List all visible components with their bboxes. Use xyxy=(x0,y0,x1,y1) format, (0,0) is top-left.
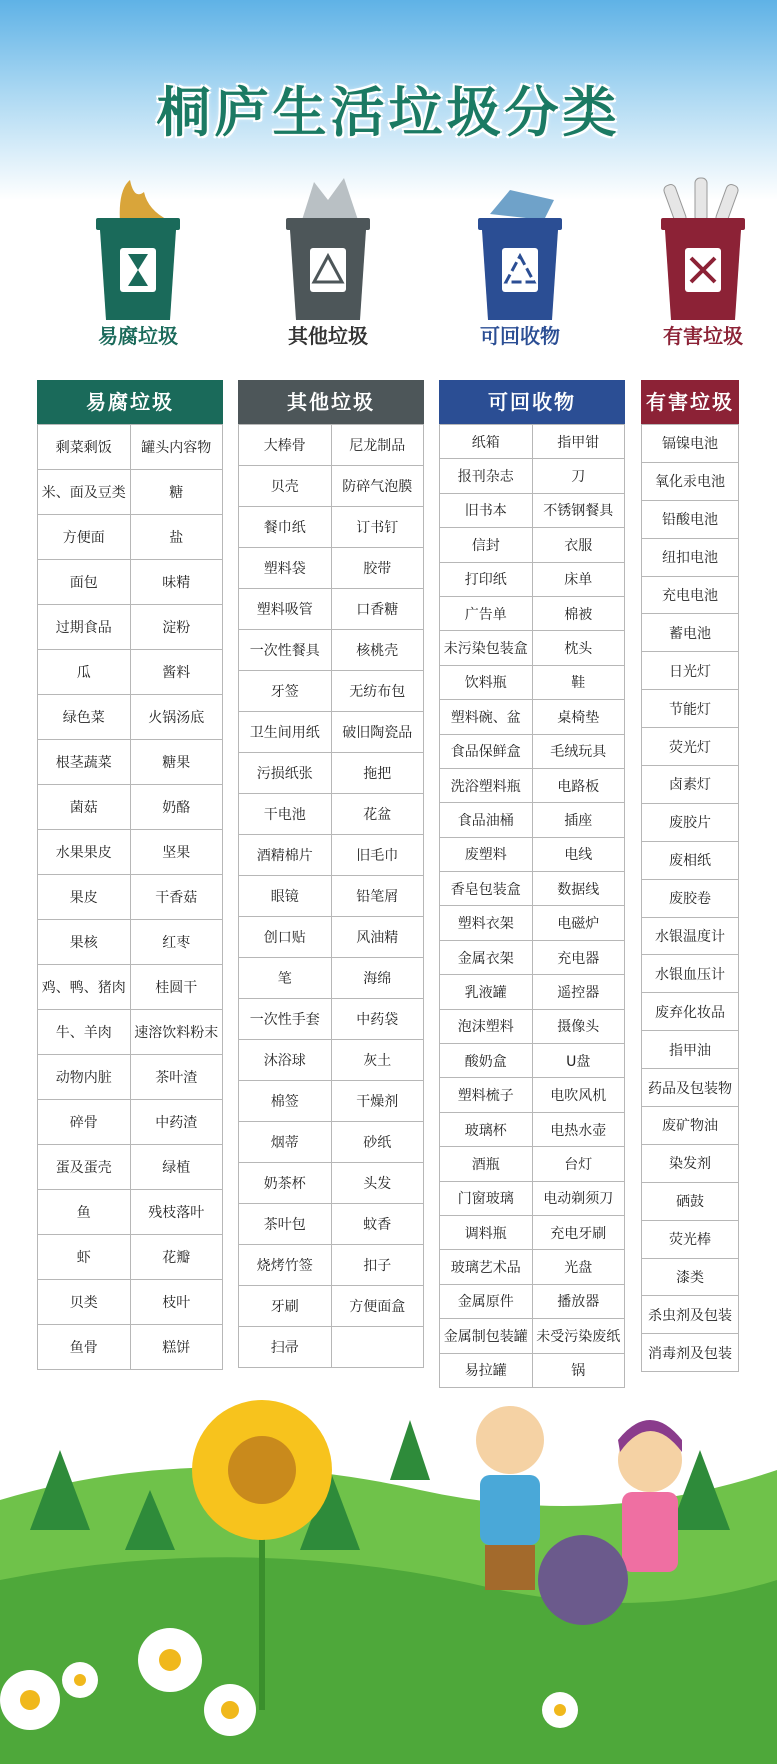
table-cell: 纸箱 xyxy=(440,425,533,459)
table-cell: 花盆 xyxy=(331,794,424,835)
table-cell: 果核 xyxy=(38,920,131,965)
table-row xyxy=(239,876,424,917)
table-cell: 废相纸 xyxy=(642,841,739,879)
table-row xyxy=(440,940,625,974)
page-title: 桐庐生活垃圾分类 xyxy=(156,81,621,144)
table-cell: 荧光棒 xyxy=(642,1220,739,1258)
table-row xyxy=(38,1055,223,1100)
table-cell: 塑料袋 xyxy=(239,548,332,589)
table-row xyxy=(440,872,625,906)
table-row xyxy=(642,1220,739,1258)
recycle-triangle-icon xyxy=(258,170,398,320)
table-cell: 易拉罐 xyxy=(440,1353,533,1387)
hazardous-bin-label: 有害垃圾 xyxy=(663,324,743,348)
table-row xyxy=(642,500,739,538)
table-row xyxy=(440,700,625,734)
table-row xyxy=(239,1040,424,1081)
recycle-arrows-icon xyxy=(450,170,590,320)
table-row xyxy=(440,1284,625,1318)
table-cell: 枝叶 xyxy=(130,1280,223,1325)
table-cell: 水银血压计 xyxy=(642,955,739,993)
table-row xyxy=(440,1078,625,1112)
table-cell: 棉被 xyxy=(532,596,625,630)
table-row xyxy=(38,965,223,1010)
table-row xyxy=(239,712,424,753)
table-cell: 塑料吸管 xyxy=(239,589,332,630)
table-cell: 充电器 xyxy=(532,940,625,974)
table-cell: 糖 xyxy=(130,470,223,515)
table-cell: 坚果 xyxy=(130,830,223,875)
recyclable-bin-label: 可回收物 xyxy=(480,324,560,348)
table-cell: 蚊香 xyxy=(331,1204,424,1245)
table-cell: 不锈钢餐具 xyxy=(532,493,625,527)
table-cell: 扣子 xyxy=(331,1245,424,1286)
table-cell: 刀 xyxy=(532,459,625,493)
table-row xyxy=(239,671,424,712)
table-cell: 笔 xyxy=(239,958,332,999)
table-cell: 创口贴 xyxy=(239,917,332,958)
table-row xyxy=(440,975,625,1009)
table-row xyxy=(440,425,625,459)
table-cell: 果皮 xyxy=(38,875,131,920)
table-row xyxy=(440,1112,625,1146)
table-row xyxy=(642,1031,739,1069)
table-cell: 破旧陶瓷品 xyxy=(331,712,424,753)
table-cell: 盐 xyxy=(130,515,223,560)
table-cell: 花瓣 xyxy=(130,1235,223,1280)
table-row xyxy=(642,803,739,841)
table-row xyxy=(642,652,739,690)
hazardous-bin xyxy=(633,170,773,360)
table-cell: 日光灯 xyxy=(642,652,739,690)
table-row xyxy=(38,875,223,920)
table-cell: 旧书本 xyxy=(440,493,533,527)
table-row xyxy=(440,1319,625,1353)
table-cell: 扫帚 xyxy=(239,1327,332,1368)
table-row xyxy=(440,1009,625,1043)
table-cell: 门窗玻璃 xyxy=(440,1181,533,1215)
table-cell: 播放器 xyxy=(532,1284,625,1318)
table-cell: 奶茶杯 xyxy=(239,1163,332,1204)
table-cell: 未污染包装盒 xyxy=(440,631,533,665)
table-row xyxy=(642,1107,739,1145)
perishable-bin-label: 易腐垃圾 xyxy=(98,324,178,348)
table-cell: 风油精 xyxy=(331,917,424,958)
table-cell: 氧化汞电池 xyxy=(642,462,739,500)
table-row xyxy=(642,993,739,1031)
table-cell: 电吹风机 xyxy=(532,1078,625,1112)
table-cell: 餐巾纸 xyxy=(239,507,332,548)
table-cell: 酱料 xyxy=(130,650,223,695)
table-cell: 香皂包装盒 xyxy=(440,872,533,906)
table-row xyxy=(440,631,625,665)
table-cell: 酸奶盒 xyxy=(440,1044,533,1078)
table-row xyxy=(642,462,739,500)
table-cell: 消毒剂及包装 xyxy=(642,1334,739,1372)
table-row xyxy=(642,766,739,804)
other-header: 其他垃圾 xyxy=(238,380,424,424)
table-cell: 蛋及蛋壳 xyxy=(38,1145,131,1190)
table-cell: 速溶饮料粉末 xyxy=(130,1010,223,1055)
table-row xyxy=(440,1250,625,1284)
table-row xyxy=(239,835,424,876)
other-bin xyxy=(258,170,398,360)
table-row xyxy=(440,665,625,699)
table-row xyxy=(440,459,625,493)
table-cell: 乳液罐 xyxy=(440,975,533,1009)
table-row xyxy=(642,1258,739,1296)
table-cell: 干燥剂 xyxy=(331,1081,424,1122)
table-row xyxy=(642,1296,739,1334)
table-row xyxy=(642,1182,739,1220)
table-cell: 床单 xyxy=(532,562,625,596)
table-row xyxy=(440,1215,625,1249)
table-cell: 废胶卷 xyxy=(642,879,739,917)
table-cell: 金属原件 xyxy=(440,1284,533,1318)
table-cell: 糕饼 xyxy=(130,1325,223,1370)
table-cell: 节能灯 xyxy=(642,690,739,728)
table-cell: 米、面及豆类 xyxy=(38,470,131,515)
table-cell: 动物内脏 xyxy=(38,1055,131,1100)
perishable-table xyxy=(37,380,223,1370)
table-row xyxy=(38,605,223,650)
table-cell: 胶带 xyxy=(331,548,424,589)
table-cell: 中药袋 xyxy=(331,999,424,1040)
table-cell: 台灯 xyxy=(532,1147,625,1181)
table-cell: 药品及包装物 xyxy=(642,1069,739,1107)
table-cell: 砂纸 xyxy=(331,1122,424,1163)
table-row xyxy=(642,425,739,463)
table-cell: 硒鼓 xyxy=(642,1182,739,1220)
table-cell: 漆类 xyxy=(642,1258,739,1296)
table-cell: 红枣 xyxy=(130,920,223,965)
table-cell: 饮料瓶 xyxy=(440,665,533,699)
table-cell: 铅笔屑 xyxy=(331,876,424,917)
table-cell: 订书钉 xyxy=(331,507,424,548)
table-cell: 棉签 xyxy=(239,1081,332,1122)
table-row xyxy=(239,425,424,466)
table-cell: 牙签 xyxy=(239,671,332,712)
table-cell: 金属制包装罐 xyxy=(440,1319,533,1353)
table-cell: 废塑料 xyxy=(440,837,533,871)
table-cell: 灰土 xyxy=(331,1040,424,1081)
table-row xyxy=(440,803,625,837)
table-row xyxy=(642,917,739,955)
table-cell: 干香菇 xyxy=(130,875,223,920)
table-cell: 核桃壳 xyxy=(331,630,424,671)
table-cell: 食品油桶 xyxy=(440,803,533,837)
table-cell: 防碎气泡膜 xyxy=(331,466,424,507)
table-cell: 眼镜 xyxy=(239,876,332,917)
table-row xyxy=(440,1147,625,1181)
table-row xyxy=(642,1144,739,1182)
table-cell: 调料瓶 xyxy=(440,1215,533,1249)
table-row xyxy=(38,425,223,470)
table-row xyxy=(239,507,424,548)
table-row xyxy=(239,630,424,671)
table-cell: 打印纸 xyxy=(440,562,533,596)
table-cell: 酒精棉片 xyxy=(239,835,332,876)
table-cell: 面包 xyxy=(38,560,131,605)
table-cell: 虾 xyxy=(38,1235,131,1280)
table-cell: 数据线 xyxy=(532,872,625,906)
table-cell: 电热水壶 xyxy=(532,1112,625,1146)
table-cell: 一次性手套 xyxy=(239,999,332,1040)
table-cell: 牛、羊肉 xyxy=(38,1010,131,1055)
table-cell: 一次性餐具 xyxy=(239,630,332,671)
table-row xyxy=(642,690,739,728)
table-cell: 鱼骨 xyxy=(38,1325,131,1370)
table-row xyxy=(642,1069,739,1107)
table-cell: 尼龙制品 xyxy=(331,425,424,466)
table-cell: 塑料衣架 xyxy=(440,906,533,940)
table-cell: 光盘 xyxy=(532,1250,625,1284)
table-row xyxy=(38,1100,223,1145)
table-row xyxy=(239,1163,424,1204)
table-cell: 枕头 xyxy=(532,631,625,665)
perishable-bin xyxy=(68,170,208,360)
table-row xyxy=(642,538,739,576)
table-cell: 食品保鲜盒 xyxy=(440,734,533,768)
table-row xyxy=(239,589,424,630)
table-cell: 淀粉 xyxy=(130,605,223,650)
recyclable-bin xyxy=(450,170,590,360)
table-cell: 味精 xyxy=(130,560,223,605)
table-row xyxy=(440,1181,625,1215)
table-row xyxy=(642,1334,739,1372)
table-row xyxy=(440,906,625,940)
table-cell: 瓜 xyxy=(38,650,131,695)
table-row xyxy=(440,1044,625,1078)
hazardous-header: 有害垃圾 xyxy=(641,380,739,424)
table-cell: 残枝落叶 xyxy=(130,1190,223,1235)
table-cell: 中药渣 xyxy=(130,1100,223,1145)
table-cell: 口香糖 xyxy=(331,589,424,630)
table-cell: 旧毛巾 xyxy=(331,835,424,876)
table-row xyxy=(239,1204,424,1245)
table-row xyxy=(38,1145,223,1190)
table-row xyxy=(239,1122,424,1163)
table-cell: 塑料梳子 xyxy=(440,1078,533,1112)
table-row xyxy=(239,753,424,794)
table-cell: 剩菜剩饭 xyxy=(38,425,131,470)
table-cell: 菌菇 xyxy=(38,785,131,830)
table-row xyxy=(38,1235,223,1280)
table-row xyxy=(38,830,223,875)
table-cell: 火锅汤底 xyxy=(130,695,223,740)
table-cell: 方便面盒 xyxy=(331,1286,424,1327)
table-cell: 毛绒玩具 xyxy=(532,734,625,768)
table-cell: 信封 xyxy=(440,528,533,562)
table-row xyxy=(38,785,223,830)
table-cell: 未受污染废纸 xyxy=(532,1319,625,1353)
table-cell: 摄像头 xyxy=(532,1009,625,1043)
table-row xyxy=(239,917,424,958)
table-cell: 奶酪 xyxy=(130,785,223,830)
table-cell: 杀虫剂及包装 xyxy=(642,1296,739,1334)
table-cell: 电磁炉 xyxy=(532,906,625,940)
recyclable-header: 可回收物 xyxy=(439,380,625,424)
table-cell: 污损纸张 xyxy=(239,753,332,794)
table-cell: 贝类 xyxy=(38,1280,131,1325)
table-cell: 指甲钳 xyxy=(532,425,625,459)
table-row xyxy=(239,548,424,589)
table-cell: 广告单 xyxy=(440,596,533,630)
table-cell: 染发剂 xyxy=(642,1144,739,1182)
table-cell: 塑料碗、盆 xyxy=(440,700,533,734)
table-row xyxy=(239,1081,424,1122)
table-cell: 插座 xyxy=(532,803,625,837)
table-cell: 荧光灯 xyxy=(642,728,739,766)
table-row xyxy=(239,1327,424,1368)
table-row xyxy=(38,1190,223,1235)
perishable-header: 易腐垃圾 xyxy=(37,380,223,424)
table-row xyxy=(440,562,625,596)
table-row xyxy=(38,695,223,740)
table-row xyxy=(440,528,625,562)
table-cell: 头发 xyxy=(331,1163,424,1204)
landscape-illustration xyxy=(0,1380,777,1764)
hazardous-table xyxy=(641,380,739,1372)
table-cell: 贝壳 xyxy=(239,466,332,507)
table-cell: 烟蒂 xyxy=(239,1122,332,1163)
table-row xyxy=(38,650,223,695)
table-cell: 充电电池 xyxy=(642,576,739,614)
table-row xyxy=(38,1280,223,1325)
table-cell: 水果果皮 xyxy=(38,830,131,875)
table-cell: 洗浴塑料瓶 xyxy=(440,768,533,802)
table-cell: 罐头内容物 xyxy=(130,425,223,470)
table-cell: 碎骨 xyxy=(38,1100,131,1145)
table-cell: 拖把 xyxy=(331,753,424,794)
table-cell: 纽扣电池 xyxy=(642,538,739,576)
table-cell: 沐浴球 xyxy=(239,1040,332,1081)
table-cell: 卤素灯 xyxy=(642,766,739,804)
table-cell: 桌椅垫 xyxy=(532,700,625,734)
table-cell: 电路板 xyxy=(532,768,625,802)
table-row xyxy=(239,1286,424,1327)
table-cell: 无纺布包 xyxy=(331,671,424,712)
table-cell: 废矿物油 xyxy=(642,1107,739,1145)
table-cell: 废胶片 xyxy=(642,803,739,841)
table-cell: 烧烤竹签 xyxy=(239,1245,332,1286)
table-row xyxy=(440,734,625,768)
table-cell: 玻璃杯 xyxy=(440,1112,533,1146)
table-cell: 大棒骨 xyxy=(239,425,332,466)
table-cell: 茶叶包 xyxy=(239,1204,332,1245)
table-row xyxy=(38,1325,223,1370)
table-row xyxy=(642,955,739,993)
table-cell: 泡沫塑料 xyxy=(440,1009,533,1043)
table-row xyxy=(38,1010,223,1055)
hazard-cross-icon xyxy=(633,170,773,320)
table-row xyxy=(38,560,223,605)
table-cell: 蓄电池 xyxy=(642,614,739,652)
table-cell: 铅酸电池 xyxy=(642,500,739,538)
table-cell: 海绵 xyxy=(331,958,424,999)
table-row xyxy=(38,740,223,785)
table-row xyxy=(642,879,739,917)
other-table xyxy=(238,380,424,1368)
table-cell: 方便面 xyxy=(38,515,131,560)
table-cell: 电线 xyxy=(532,837,625,871)
table-cell: 绿色菜 xyxy=(38,695,131,740)
table-cell: 水银温度计 xyxy=(642,917,739,955)
table-cell: 锅 xyxy=(532,1353,625,1387)
table-cell: 充电牙刷 xyxy=(532,1215,625,1249)
table-row xyxy=(38,470,223,515)
table-row xyxy=(642,614,739,652)
table-cell: 酒瓶 xyxy=(440,1147,533,1181)
table-cell: 指甲油 xyxy=(642,1031,739,1069)
table-cell: 镉镍电池 xyxy=(642,425,739,463)
recyclable-table xyxy=(439,380,625,1388)
table-cell xyxy=(331,1327,424,1368)
table-cell: 报刊杂志 xyxy=(440,459,533,493)
table-cell: 玻璃艺术品 xyxy=(440,1250,533,1284)
table-row xyxy=(239,1245,424,1286)
table-cell: 鸡、鸭、猪肉 xyxy=(38,965,131,1010)
table-cell: U盘 xyxy=(532,1044,625,1078)
table-cell: 衣服 xyxy=(532,528,625,562)
table-row xyxy=(642,576,739,614)
table-row xyxy=(239,958,424,999)
table-row xyxy=(239,999,424,1040)
table-cell: 鱼 xyxy=(38,1190,131,1235)
table-row xyxy=(38,515,223,560)
table-row xyxy=(440,837,625,871)
table-cell: 茶叶渣 xyxy=(130,1055,223,1100)
table-row xyxy=(38,920,223,965)
table-cell: 根茎蔬菜 xyxy=(38,740,131,785)
table-cell: 废弃化妆品 xyxy=(642,993,739,1031)
table-cell: 金属衣架 xyxy=(440,940,533,974)
table-cell: 绿植 xyxy=(130,1145,223,1190)
table-row xyxy=(642,841,739,879)
table-cell: 鞋 xyxy=(532,665,625,699)
table-row xyxy=(239,466,424,507)
table-cell: 桂圆干 xyxy=(130,965,223,1010)
table-row xyxy=(440,768,625,802)
table-row xyxy=(440,493,625,527)
table-cell: 卫生间用纸 xyxy=(239,712,332,753)
table-row xyxy=(239,794,424,835)
table-cell: 糖果 xyxy=(130,740,223,785)
table-row xyxy=(440,596,625,630)
table-cell: 遥控器 xyxy=(532,975,625,1009)
table-cell: 牙刷 xyxy=(239,1286,332,1327)
table-row xyxy=(642,728,739,766)
table-cell: 过期食品 xyxy=(38,605,131,650)
other-bin-label: 其他垃圾 xyxy=(288,324,368,348)
table-cell: 干电池 xyxy=(239,794,332,835)
hourglass-icon xyxy=(68,170,208,320)
table-cell: 电动剃须刀 xyxy=(532,1181,625,1215)
